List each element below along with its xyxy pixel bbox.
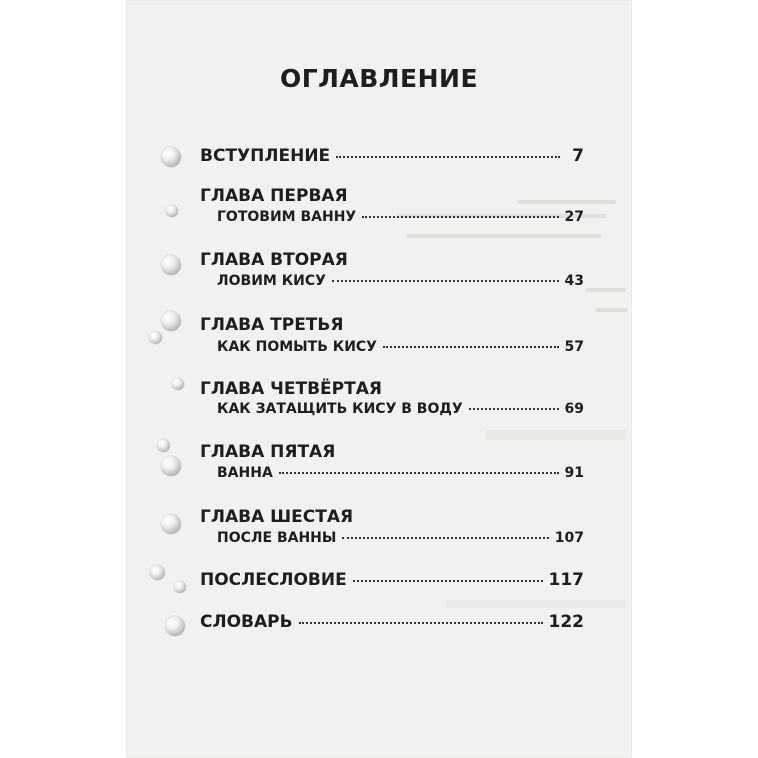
dot-leader — [353, 579, 543, 582]
bleed-through-line — [486, 430, 626, 440]
toc-chapter-heading: ГЛАВА ТРЕТЬЯ — [200, 315, 344, 335]
bubble-icon — [172, 378, 184, 390]
bleed-through-line — [406, 234, 601, 238]
dot-leader — [362, 215, 558, 218]
toc-entry-intro[interactable] — [200, 146, 584, 166]
page-number: 107 — [554, 530, 584, 546]
bubble-icon — [161, 311, 181, 331]
bubble-icon — [165, 616, 185, 636]
toc-entry-chapter-4[interactable] — [217, 401, 584, 417]
page-number: 122 — [548, 612, 584, 632]
toc-entry-subtitle: ПОСЛЕ ВАННЫ — [217, 530, 337, 546]
toc-entry-subtitle: КАК ПОМЫТЬ КИСУ — [217, 339, 377, 355]
toc-chapter-heading: ГЛАВА ВТОРАЯ — [200, 250, 348, 270]
bubble-icon — [161, 255, 181, 275]
page-number: 91 — [564, 465, 584, 481]
bubble-icon — [174, 581, 186, 593]
dot-leader — [342, 536, 548, 539]
bleed-through-line — [586, 288, 626, 292]
bleed-through-line — [446, 600, 626, 608]
toc-title: ОГЛАВЛЕНИЕ — [279, 64, 479, 93]
toc-entry-chapter-6[interactable] — [217, 530, 584, 546]
toc-entry-chapter-5[interactable] — [217, 465, 584, 481]
bubble-icon — [149, 331, 162, 344]
dot-leader — [469, 407, 559, 410]
bubble-icon — [161, 514, 181, 534]
bubble-icon — [161, 147, 181, 167]
toc-entry-chapter-1[interactable] — [217, 209, 584, 225]
bleed-through-line — [518, 200, 616, 204]
page-number: 69 — [564, 401, 584, 417]
dot-leader — [299, 621, 543, 624]
toc-entry-chapter-3[interactable] — [217, 339, 584, 355]
toc-entry-glossary[interactable] — [200, 612, 584, 632]
toc-chapter-heading: ГЛАВА ПЕРВАЯ — [200, 186, 348, 206]
dot-leader — [336, 155, 560, 158]
toc-entry-subtitle: ЛОВИМ КИСУ — [217, 273, 326, 289]
page-number: 27 — [564, 209, 584, 225]
toc-chapter-heading: ГЛАВА ШЕСТАЯ — [200, 507, 354, 527]
toc-entry-heading: ВСТУПЛЕНИЕ — [200, 146, 331, 166]
bubble-icon — [150, 565, 165, 580]
bubble-icon — [161, 456, 181, 476]
bleed-through-line — [596, 308, 628, 312]
bubble-icon — [166, 205, 178, 217]
toc-chapter-heading: ГЛАВА ЧЕТВЁРТАЯ — [200, 379, 382, 399]
toc-entry-subtitle: КАК ЗАТАЩИТЬ КИСУ В ВОДУ — [217, 401, 463, 417]
page-number: 43 — [564, 273, 584, 289]
toc-entry-afterword[interactable] — [200, 570, 584, 590]
toc-entry-heading: ПОСЛЕСЛОВИЕ — [200, 570, 347, 590]
toc-entry-chapter-2[interactable] — [217, 273, 584, 289]
page-number: 7 — [572, 146, 584, 166]
toc-entry-subtitle: ГОТОВИМ ВАННУ — [217, 209, 357, 225]
toc-entry-subtitle: ВАННА — [217, 465, 273, 481]
page-number: 57 — [564, 339, 584, 355]
toc-chapter-heading: ГЛАВА ПЯТАЯ — [200, 442, 336, 462]
toc-entry-heading: СЛОВАРЬ — [200, 612, 293, 632]
dot-leader — [383, 345, 559, 348]
dot-leader — [279, 471, 559, 474]
dot-leader — [332, 279, 559, 282]
bubble-icon — [157, 439, 170, 452]
page-number: 117 — [548, 570, 584, 590]
